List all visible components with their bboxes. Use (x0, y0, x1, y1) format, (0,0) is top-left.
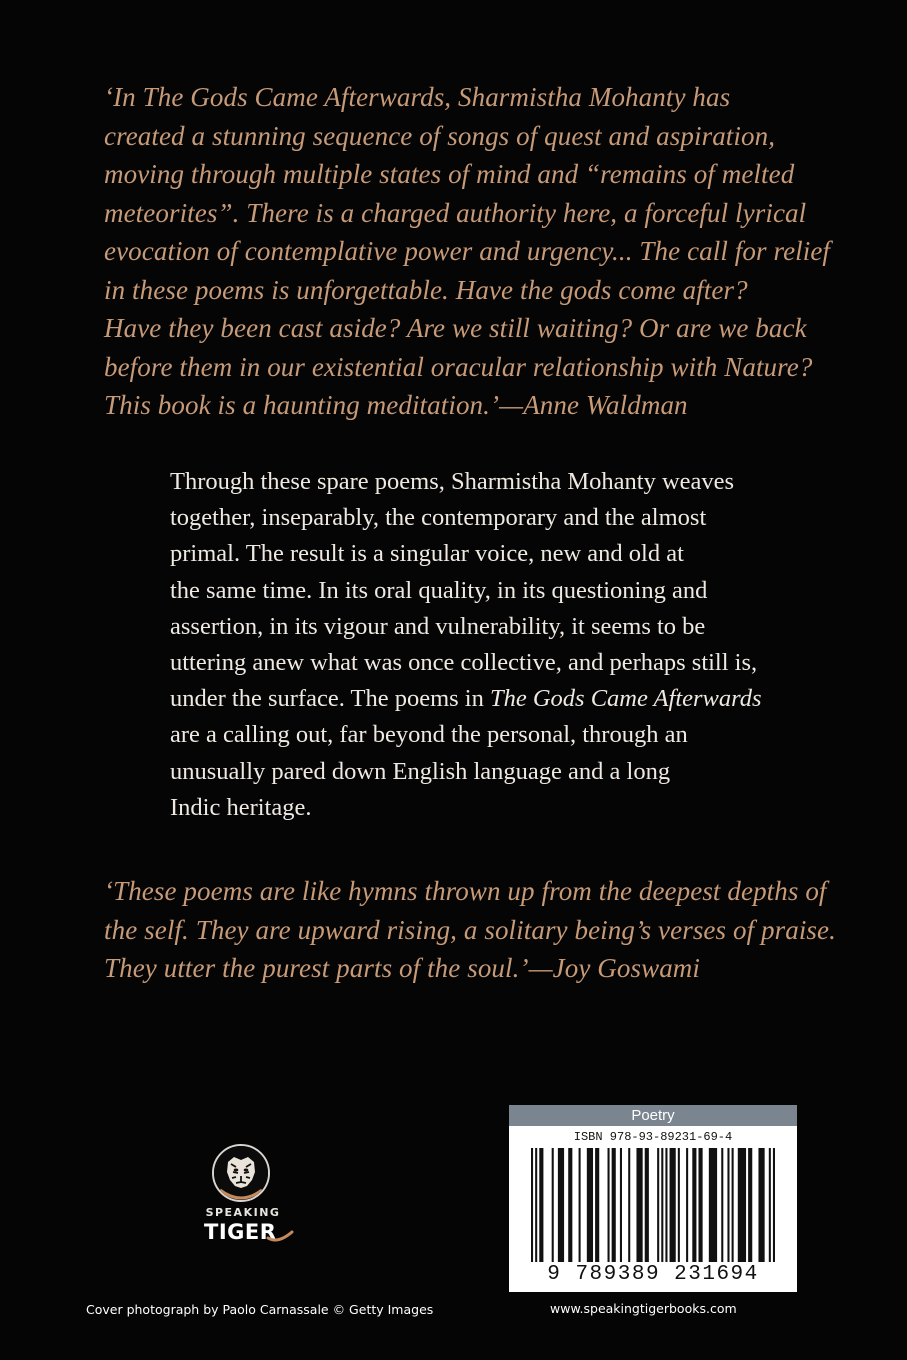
description-line: together, inseparably, the contemporary and the almost (170, 504, 707, 532)
barcode-bar (587, 1148, 593, 1262)
publisher-logo (196, 1142, 296, 1252)
description-line: uttering anew what was once collective, and perhaps still is, (170, 649, 758, 677)
quote-line: meteorites”. There is a charged authority here, a forceful lyrical (104, 197, 807, 228)
barcode-bar (620, 1148, 622, 1262)
barcode-bar (738, 1148, 746, 1262)
logo-tiger-text: TIGER (204, 1220, 277, 1244)
barcode-bar (645, 1148, 649, 1262)
isbn-barcode-block (509, 1105, 797, 1292)
barcode-bar (661, 1148, 663, 1262)
anne-waldman-quote (104, 78, 831, 425)
description-line: the same time. In its oral quality, in its questioning and (170, 576, 708, 604)
barcode-bar (612, 1148, 616, 1262)
description-line: assertion, in its vigour and vulnerability, it seems to be (170, 612, 706, 640)
quote-line: They utter the purest parts of the soul.’—Joy Goswami (104, 953, 701, 983)
joy-goswami-quote (104, 872, 836, 988)
photo-credit: Cover photograph by Paolo Carnassale © Getty Images (86, 1302, 434, 1317)
quote-line: Have they been cast aside? Are we still waiting? Or are we back (104, 313, 807, 343)
barcode-bar (686, 1148, 688, 1262)
quote-line: created a stunning sequence of songs of quest and aspiration, (104, 120, 776, 151)
logo-speaking-text: SPEAKING (205, 1206, 281, 1219)
isbn-number: 9 789389 231694 (547, 1263, 759, 1286)
barcode-bar (748, 1148, 752, 1262)
barcode-bars (531, 1148, 775, 1262)
quote-line: moving through multiple states of mind and “remains of melted (104, 159, 795, 189)
isbn-label: ISBN 978-93-89231-69-4 (573, 1130, 733, 1144)
book-description (170, 464, 810, 826)
barcode-bar (670, 1148, 676, 1262)
barcode-bar (721, 1148, 723, 1262)
barcode-bar (595, 1148, 599, 1262)
quote-line: in these poems is unforgettable. Have the gods come after? (104, 274, 748, 305)
description-line: primal. The result is a singular voice, new and old at (170, 540, 684, 568)
quote-line: before them in our existential oracular relationship with Nature? (104, 351, 813, 382)
barcode-bar (657, 1148, 659, 1262)
barcode-bar (709, 1148, 717, 1262)
quote-line: ‘These poems are like hymns thrown up from the deepest depths of (104, 876, 827, 906)
barcode-bar (665, 1148, 667, 1262)
description-line: Indic heritage. (170, 793, 312, 821)
barcode-bar (769, 1148, 771, 1262)
quote-line: ‘In The Gods Came Afterwards, Sharmistha Mohanty has (104, 82, 731, 112)
description-line: are a calling out, far beyond the personal, through an (170, 721, 688, 749)
barcode-bar (773, 1148, 775, 1262)
barcode-bar (608, 1148, 610, 1262)
description-line: under the surface. The poems in The Gods Came Afterwards (170, 685, 762, 713)
barcode-bar (579, 1148, 581, 1262)
description-line: Through these spare poems, Sharmistha Mohanty weaves (170, 468, 735, 495)
barcode-bar (535, 1148, 537, 1262)
publisher-website: www.speakingtigerbooks.com (550, 1301, 737, 1316)
tiger-head-icon (212, 1144, 270, 1202)
logo-swoosh-icon (266, 1228, 296, 1244)
barcode-bar (678, 1148, 680, 1262)
quote-line: This book is a haunting meditation.’—Anne Waldman (104, 390, 688, 420)
barcode-bar (531, 1148, 533, 1262)
quote-line: evocation of contemplative power and urgency... The call for relief (104, 236, 831, 266)
barcode-bar (539, 1148, 543, 1262)
category-label: Poetry (509, 1105, 797, 1126)
quote-line: the self. They are upward rising, a solitary being’s verses of praise. (104, 914, 836, 945)
barcode-bar (636, 1148, 642, 1262)
barcode-bar (552, 1148, 554, 1262)
barcode-bar (698, 1148, 702, 1262)
barcode-bar (727, 1148, 729, 1262)
barcode-bar (628, 1148, 630, 1262)
barcode-bar (732, 1148, 734, 1262)
description-line: unusually pared down English language and a long (170, 757, 671, 785)
barcode-bar (758, 1148, 764, 1262)
barcode-bar (558, 1148, 564, 1262)
barcode-bar (568, 1148, 572, 1262)
barcode-bar (692, 1148, 696, 1262)
